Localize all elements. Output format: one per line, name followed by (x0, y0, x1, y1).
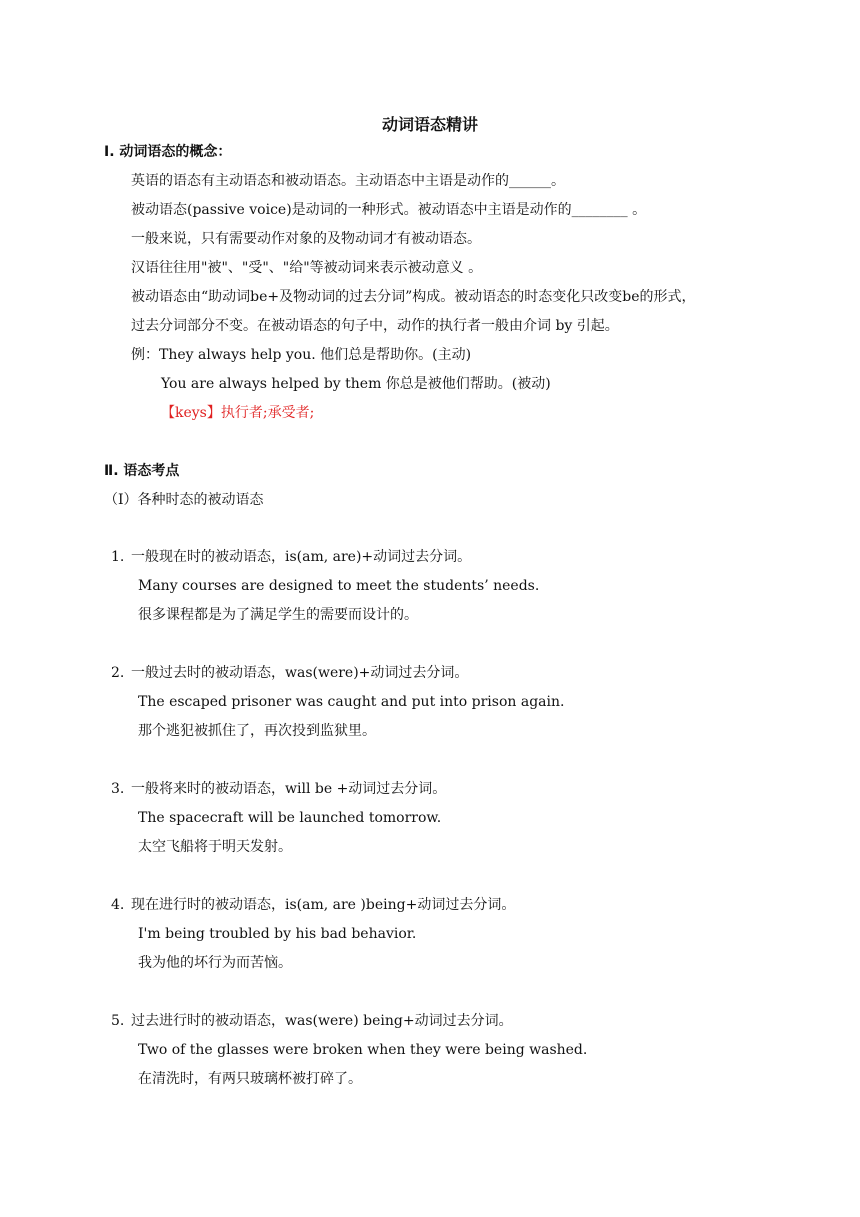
item-rule (111, 547, 471, 567)
item-english-example: Two of the glasses were broken when they were being washed. (138, 1042, 588, 1058)
concept-line-1: 英语的语态有主动语态和被动语态。主动语态中主语是动作的______。 (131, 173, 565, 189)
item-chinese-translation: 我为他的坏行为而苦恼。 (138, 955, 292, 971)
concept-line-6: 过去分词部分不变。在被动语态的句子中，动作的执行者一般由介词 by 引起。 (131, 318, 619, 334)
item-chinese-translation: 太空飞船将于明天发射。 (138, 839, 292, 855)
concept-line-4: 汉语往往用"被"、"受"、"给"等被动词来表示被动意义 。 (131, 260, 483, 276)
item-english-example: Many courses are designed to meet the students’ needs. (138, 578, 540, 594)
item-number: 3. (111, 781, 125, 797)
item-rule-text: 一般现在时的被动语态，is(am, are)+动词过去分词。 (131, 549, 472, 565)
example-passive: You are always helped by them 你总是被他们帮助。(被动) (161, 376, 551, 392)
item-chinese-translation: 在清洗时，有两只玻璃杯被打碎了。 (138, 1071, 362, 1087)
document-title: 动词语态精讲 (381, 115, 478, 134)
concept-line-3: 一般来说，只有需要动作对象的及物动词才有被动语态。 (131, 231, 481, 247)
item-english-example: The escaped prisoner was caught and put into prison again. (138, 694, 565, 710)
item-rule (111, 779, 446, 799)
section1-heading: Ⅰ. 动词语态的概念： (104, 144, 232, 160)
item-number: 1. (111, 549, 125, 565)
item-english-example: I'm being troubled by his bad behavior. (138, 926, 417, 942)
example-active: 例：They always help you. 他们总是帮助你。(主动) (131, 347, 472, 363)
item-number: 5. (111, 1013, 125, 1029)
item-number: 4. (111, 897, 125, 913)
item-number: 2. (111, 665, 125, 681)
item-rule-text: 一般将来时的被动语态，will be +动词过去分词。 (131, 781, 447, 797)
answer-keys: 【keys】执行者;承受者; (161, 405, 315, 421)
concept-line-5: 被动语态由“助动词be+及物动词的过去分词”构成。被动语态的时态变化只改变be的形式， (131, 289, 696, 305)
item-chinese-translation: 那个逃犯被抓住了，再次投到监狱里。 (138, 723, 376, 739)
section2-heading: Ⅱ. 语态考点 (104, 463, 180, 479)
item-rule-text: 过去进行时的被动语态，was(were) being+动词过去分词。 (131, 1013, 513, 1029)
item-rule-text: 现在进行时的被动语态，is(am, are )being+动词过去分词。 (131, 897, 516, 913)
item-chinese-translation: 很多课程都是为了满足学生的需要而设计的。 (138, 607, 418, 623)
item-rule (111, 1011, 513, 1031)
section2-subheading: （Ⅰ）各种时态的被动语态 (104, 492, 264, 508)
item-rule (111, 663, 468, 683)
item-english-example: The spacecraft will be launched tomorrow. (138, 810, 442, 826)
item-rule-text: 一般过去时的被动语态，was(were)+动词过去分词。 (131, 665, 469, 681)
concept-line-2: 被动语态(passive voice)是动词的一种形式。被动语态中主语是动作的________ 。 (131, 202, 647, 218)
item-rule (111, 895, 515, 915)
